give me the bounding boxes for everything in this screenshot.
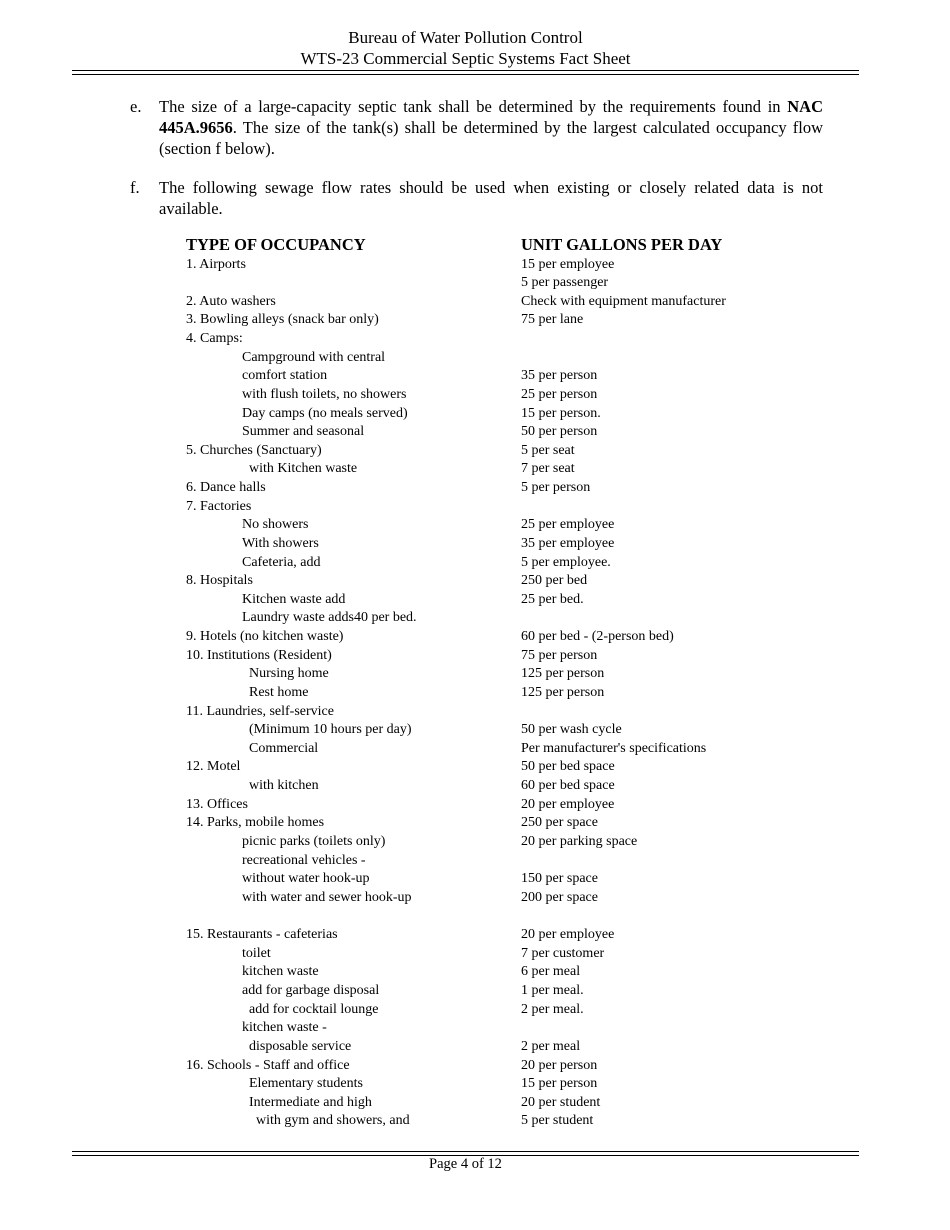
flow-rate: 1 per meal.	[521, 983, 584, 998]
occupancy-type: No showers	[242, 517, 309, 532]
page-header	[72, 27, 859, 69]
occupancy-type: 11. Laundries, self-service	[186, 704, 334, 719]
occupancy-type: picnic parks (toilets only)	[242, 834, 386, 849]
occupancy-type: 2. Auto washers	[186, 294, 276, 309]
occupancy-type: Intermediate and high	[249, 1095, 372, 1110]
occupancy-type: Cafeteria, add	[242, 555, 321, 570]
flow-rate: 150 per space	[521, 871, 598, 886]
occupancy-type: with water and sewer hook-up	[242, 890, 412, 905]
flow-rate: 75 per lane	[521, 312, 584, 327]
occupancy-type: without water hook-up	[242, 871, 370, 886]
flow-rate: 20 per parking space	[521, 834, 638, 849]
page-number: Page 4 of 12	[429, 1156, 502, 1172]
flow-rate: 50 per person	[521, 424, 598, 439]
occupancy-type: add for cocktail lounge	[249, 1002, 379, 1017]
flow-rate: 25 per employee	[521, 517, 615, 532]
header-doc-title: WTS-23 Commercial Septic Systems Fact Sheet	[300, 49, 631, 68]
occupancy-type: 14. Parks, mobile homes	[186, 815, 325, 830]
occupancy-type: Commercial	[249, 741, 319, 756]
flow-rate: 20 per employee	[521, 927, 615, 942]
occupancy-type: 1. Airports	[186, 257, 246, 272]
occupancy-type: Elementary students	[249, 1076, 363, 1091]
flow-rate: 5 per employee.	[521, 555, 611, 570]
flow-rate: Check with equipment manufacturer	[521, 294, 726, 309]
occupancy-type: Rest home	[249, 685, 309, 700]
paragraph-e-marker: e.	[130, 97, 142, 116]
flow-rate: 60 per bed - (2-person bed)	[521, 629, 674, 644]
occupancy-type: 15. Restaurants - cafeterias	[186, 927, 338, 942]
flow-rate: 5 per student	[521, 1113, 594, 1128]
flow-rate: 250 per bed	[521, 573, 588, 588]
occupancy-type: 16. Schools - Staff and office	[186, 1058, 350, 1073]
occupancy-type: with gym and showers, and	[256, 1113, 410, 1128]
occupancy-type: 12. Motel	[186, 759, 241, 774]
table-header-gallons: UNIT GALLONS PER DAY	[521, 235, 723, 254]
occupancy-type: 4. Camps:	[186, 331, 243, 346]
occupancy-type: 5. Churches (Sanctuary)	[186, 443, 322, 458]
occupancy-type: with flush toilets, no showers	[242, 387, 407, 402]
occupancy-type: 3. Bowling alleys (snack bar only)	[186, 312, 379, 327]
flow-rate: 7 per seat	[521, 461, 575, 476]
flow-rate: 5 per passenger	[521, 275, 609, 290]
occupancy-type: disposable service	[249, 1039, 352, 1054]
flow-rate: 20 per student	[521, 1095, 601, 1110]
header-bureau: Bureau of Water Pollution Control	[348, 28, 583, 47]
occupancy-type: with Kitchen waste	[249, 461, 358, 476]
flow-rate: 2 per meal.	[521, 1002, 584, 1017]
occupancy-type: with kitchen	[249, 778, 319, 793]
flow-rate: 75 per person	[521, 648, 598, 663]
table-header-occupancy: TYPE OF OCCUPANCY	[186, 235, 366, 254]
flow-rate: 7 per customer	[521, 946, 605, 961]
footer-rule-top	[72, 1151, 859, 1152]
flow-rate: 125 per person	[521, 685, 605, 700]
paragraph-f-marker: f.	[130, 178, 140, 197]
paragraph-e-text-end: . The size of the tank(s) shall be determined by the largest calculated occupancy flow (section f below).	[159, 118, 823, 158]
occupancy-type: comfort station	[242, 368, 328, 383]
flow-rate: 60 per bed space	[521, 778, 615, 793]
flow-rate: 15 per person.	[521, 406, 601, 421]
occupancy-type: kitchen waste -	[242, 1020, 327, 1035]
flow-rate: 35 per employee	[521, 536, 615, 551]
occupancy-type: With showers	[242, 536, 319, 551]
occupancy-type: Day camps (no meals served)	[242, 406, 408, 421]
flow-rate: 200 per space	[521, 890, 598, 905]
occupancy-type: toilet	[242, 946, 271, 961]
occupancy-type: Kitchen waste add	[242, 592, 346, 607]
occupancy-type: 9. Hotels (no kitchen waste)	[186, 629, 344, 644]
flow-rate: 35 per person	[521, 368, 598, 383]
occupancy-type: 13. Offices	[186, 797, 248, 812]
header-rule-bottom	[72, 74, 859, 75]
occupancy-type: kitchen waste	[242, 964, 319, 979]
flow-rate: 5 per seat	[521, 443, 575, 458]
paragraph-e-text-start: The size of a large-capacity septic tank shall be determined by the requirements found in	[159, 97, 788, 116]
flow-rate: 250 per space	[521, 815, 598, 830]
flow-rate: 50 per wash cycle	[521, 722, 622, 737]
occupancy-type: 8. Hospitals	[186, 573, 253, 588]
paragraph-f-text: The following sewage flow rates should be used when existing or closely related data is not available.	[159, 178, 823, 218]
occupancy-type: Laundry waste adds40 per bed.	[242, 610, 417, 625]
flow-rate: 20 per employee	[521, 797, 615, 812]
paragraph-f	[130, 177, 823, 219]
header-rule-top	[72, 70, 859, 71]
occupancy-type: Nursing home	[249, 666, 329, 681]
flow-rate: 20 per person	[521, 1058, 598, 1073]
occupancy-type: Campground with central	[242, 350, 386, 365]
occupancy-type: (Minimum 10 hours per day)	[249, 722, 412, 737]
nac-reference: NAC 445A.9656	[159, 97, 823, 137]
flow-rate: 25 per person	[521, 387, 598, 402]
occupancy-type: recreational vehicles -	[242, 853, 366, 868]
flow-rate: 15 per person	[521, 1076, 598, 1091]
occupancy-type: 10. Institutions (Resident)	[186, 648, 332, 663]
flow-rate: 25 per bed.	[521, 592, 584, 607]
paragraph-e	[130, 96, 823, 159]
flow-rate: 15 per employee	[521, 257, 615, 272]
flow-rate: 5 per person	[521, 480, 591, 495]
flow-rate: 2 per meal	[521, 1039, 581, 1054]
occupancy-type: Summer and seasonal	[242, 424, 365, 439]
occupancy-type: add for garbage disposal	[242, 983, 380, 998]
occupancy-type: 6. Dance halls	[186, 480, 266, 495]
flow-rate: 125 per person	[521, 666, 605, 681]
flow-rate: 50 per bed space	[521, 759, 615, 774]
flow-rate: 6 per meal	[521, 964, 581, 979]
occupancy-type: 7. Factories	[186, 499, 252, 514]
flow-rate: Per manufacturer's specifications	[521, 741, 707, 756]
